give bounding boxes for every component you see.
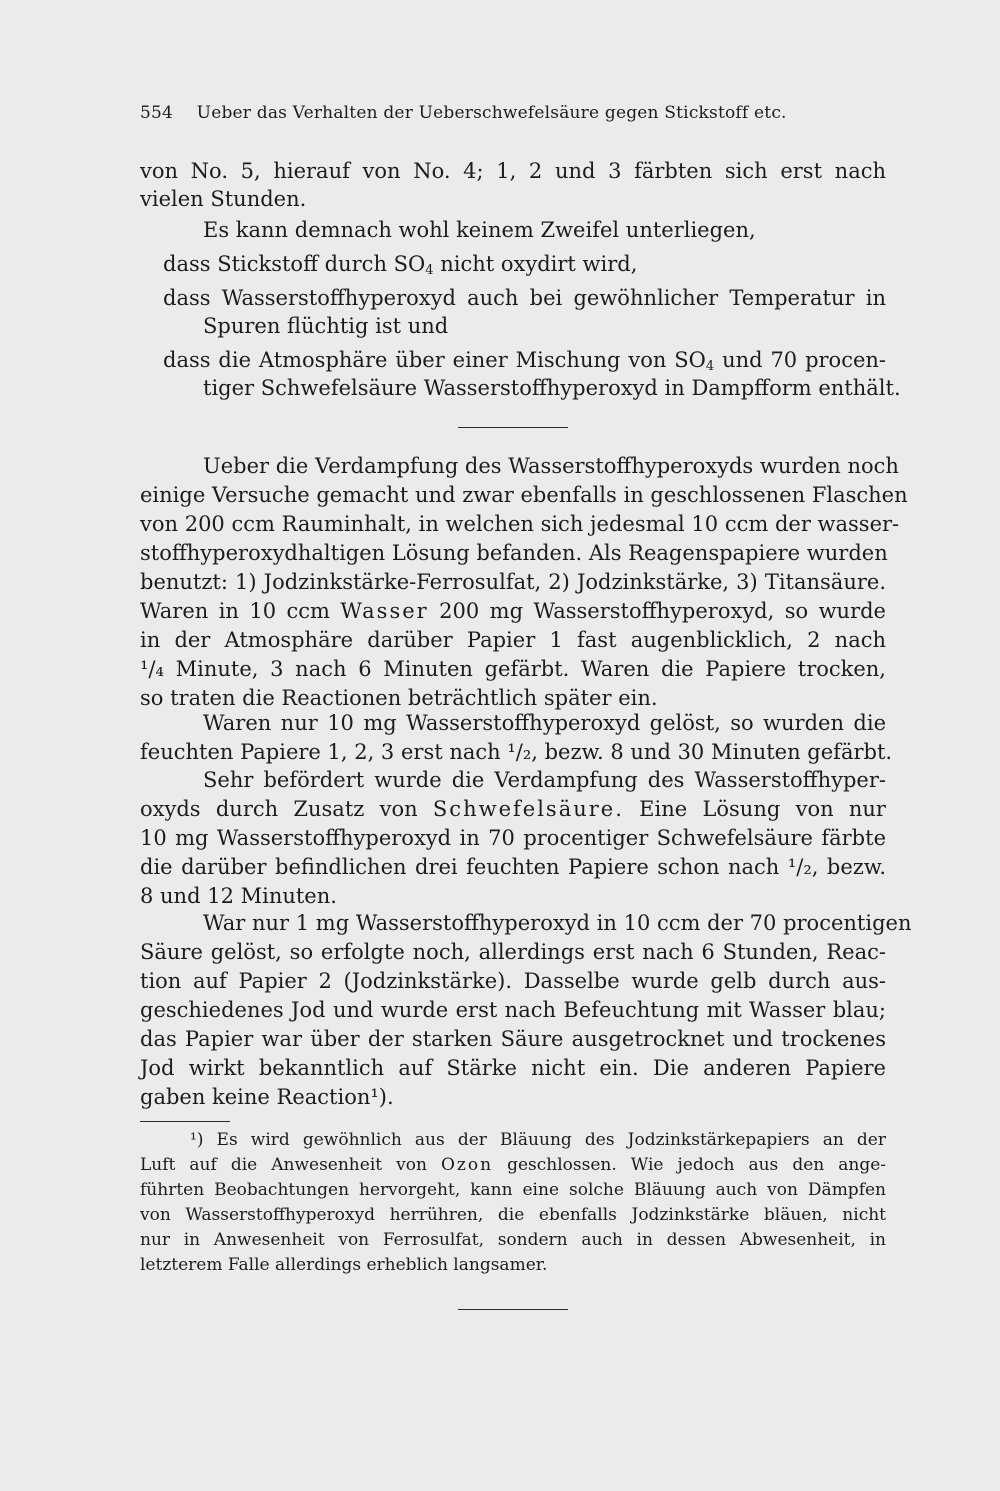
text-line: die darüber befindlichen drei feuchten Papiere schon nach ¹/₂, bezw. [140, 855, 886, 879]
footnote-line: Luft auf die Anwesenheit von Ozon geschlossen. Wie jedoch aus den ange- [140, 1155, 887, 1175]
text-line: Jod wirkt bekanntlich auf Stärke nicht ein. Die anderen Papiere [140, 1056, 886, 1080]
text-line: von 200 ccm Rauminhalt, in welchen sich jedesmal 10 ccm der wasser- [140, 512, 900, 536]
footnote-line: nur in Anwesenheit von Ferrosulfat, sondern auch in dessen Abwesenheit, in [140, 1230, 886, 1250]
text-line: so traten die Reactionen beträchtlich später ein. [140, 686, 658, 710]
footnote-separator [140, 1121, 230, 1122]
text-line: Waren in 10 ccm Wasser 200 mg Wasserstoffhyperoxyd, so wurde [140, 599, 886, 623]
footnote-line: letzterem Falle allerdings erheblich langsamer. [140, 1255, 548, 1275]
footnote-line: führten Beobachtungen hervorgeht, kann eine solche Bläuung auch von Dämpfen [140, 1180, 886, 1200]
footnote-line: von Wasserstoffhyperoxyd herrühren, die ebenfalls Jodzinkstärke bläuen, nicht [140, 1205, 886, 1225]
text-line: ¹/₄ Minute, 3 nach 6 Minuten gefärbt. Waren die Papiere trocken, [140, 657, 886, 681]
running-title: Ueber das Verhalten der Ueberschwefelsäure gegen Stickstoff etc. [196, 103, 787, 123]
text-line: Sehr befördert wurde die Verdampfung des Wasserstoffhyper- [203, 768, 886, 792]
text-line: oxyds durch Zusatz von Schwefelsäure. Eine Lösung von nur [140, 797, 886, 821]
text-line: stoffhyperoxydhaltigen Lösung befanden. Als Reagenspapiere wurden [140, 541, 888, 565]
text-line: Ueber die Verdampfung des Wasserstoffhyperoxyds wurden noch [203, 454, 899, 478]
section-divider [458, 427, 568, 428]
text-line: dass Stickstoff durch $SO_4$ nicht oxydirt wird, [163, 252, 638, 278]
text-line: in der Atmosphäre darüber Papier 1 fast augenblicklich, 2 nach [140, 628, 886, 652]
text-line: von No. 5, hierauf von No. 4; 1, 2 und 3 färbten sich erst nach [140, 159, 886, 183]
footnote-line: ¹) Es wird gewöhnlich aus der Bläuung des Jodzinkstärkepapiers an der [190, 1130, 886, 1150]
text-line: einige Versuche gemacht und zwar ebenfalls in geschlossenen Flaschen [140, 483, 908, 507]
text-line: Es kann demnach wohl keinem Zweifel unterliegen, [203, 218, 756, 242]
text-line: vielen Stunden. [140, 187, 307, 211]
text-line: dass die Atmosphäre über einer Mischung von $SO_4$ und 70 procen- [163, 348, 886, 374]
running-header [140, 103, 860, 123]
text-line: tion auf Papier 2 (Jodzinkstärke). Dasselbe wurde gelb durch aus- [140, 969, 886, 993]
page-number: 554 [140, 103, 174, 123]
text-line: 10 mg Wasserstoffhyperoxyd in 70 procentiger Schwefelsäure färbte [140, 826, 886, 850]
text-line: 8 und 12 Minuten. [140, 884, 337, 908]
text-line: Säure gelöst, so erfolgte noch, allerdings erst nach 6 Stunden, Reac- [140, 940, 886, 964]
text-line: Spuren flüchtig ist und [203, 314, 449, 338]
text-line: benutzt: 1) Jodzinkstärke-Ferrosulfat, 2) Jodzinkstärke, 3) Titansäure. [140, 570, 886, 594]
text-line: das Papier war über der starken Säure ausgetrocknet und trockenes [140, 1027, 886, 1051]
text-line: War nur 1 mg Wasserstoffhyperoxyd in 10 ccm der 70 procentigen [203, 911, 912, 935]
text-line: geschiedenes Jod und wurde erst nach Befeuchtung mit Wasser blau; [140, 998, 886, 1022]
text-line: feuchten Papiere 1, 2, 3 erst nach ¹/₂, bezw. 8 und 30 Minuten gefärbt. [140, 740, 893, 764]
text-line: dass Wasserstoffhyperoxyd auch bei gewöhnlicher Temperatur in [163, 286, 886, 310]
text-line: Waren nur 10 mg Wasserstoffhyperoxyd gelöst, so wurden die [203, 711, 886, 735]
end-divider [458, 1309, 568, 1310]
text-line: gaben keine Reaction¹). [140, 1085, 394, 1109]
text-line: tiger Schwefelsäure Wasserstoffhyperoxyd in Dampfform enthält. [203, 376, 901, 400]
